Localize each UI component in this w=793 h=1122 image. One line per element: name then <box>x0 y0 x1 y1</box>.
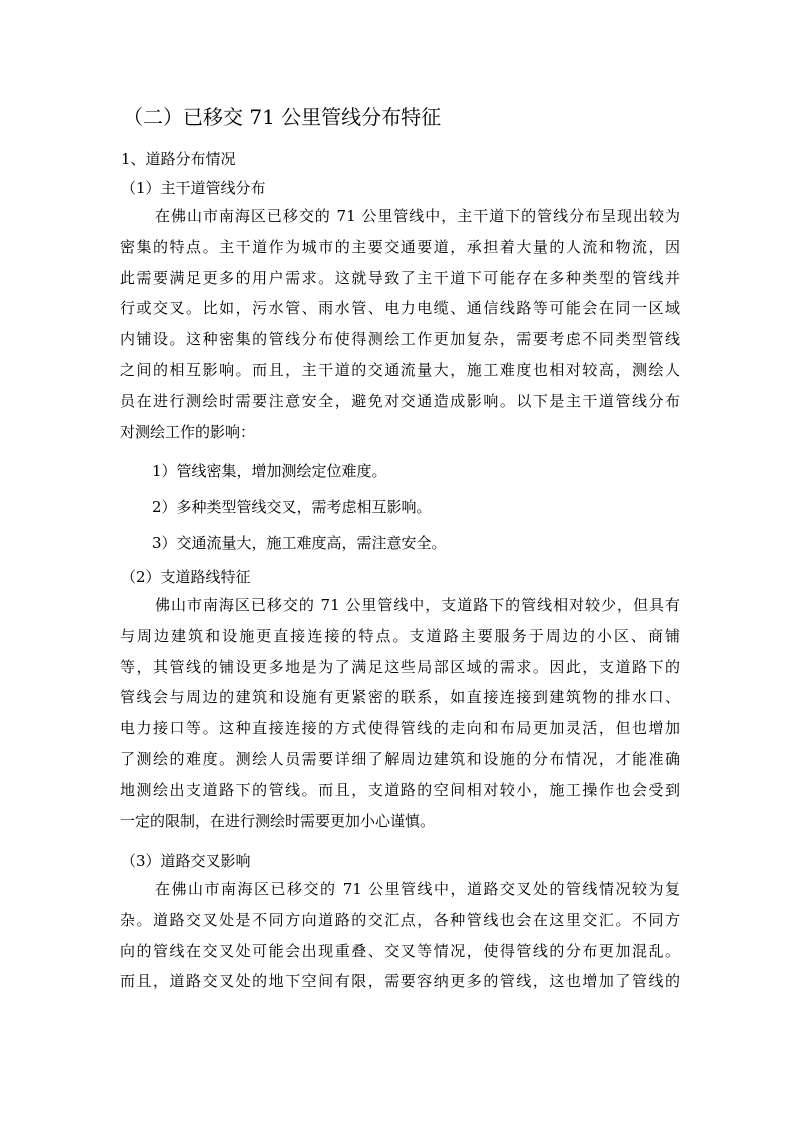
paragraph-line: 了测绘的难度。测绘人员需要详细了解周边建筑和设施的分布情况，才能准确 <box>120 749 680 768</box>
paragraph-line: 在佛山市南海区已移交的 71 公里管线中，道路交叉处的管线情况较为复 <box>155 880 680 898</box>
paragraph-line: 杂。道路交叉处是不同方向道路的交汇点，各种管线也会在这里交汇。不同方 <box>120 910 680 929</box>
paragraph-line: 之间的相互影响。而且，主干道的交通流量大，施工难度也相对较高，测绘人 <box>120 360 680 379</box>
part-2-paragraph <box>120 590 680 836</box>
paragraph-line: 与周边建筑和设施更直接连接的特点。支道路主要服务于周边的小区、商铺 <box>120 626 680 645</box>
paragraph-line: 内铺设。这种密集的管线分布使得测绘工作更加复杂，需要考虑不同类型管线 <box>120 330 680 349</box>
list-item: 1）管线密集，增加测绘定位难度。 <box>152 462 387 480</box>
paragraph-line: 行或交叉。比如，污水管、雨水管、电力电缆、通信线路等可能会在同一区域 <box>120 299 680 318</box>
paragraph-line: 而且，道路交叉处的地下空间有限，需要容纳更多的管线，这也增加了管线的 <box>120 972 680 991</box>
list-item: 3）交通流量大，施工难度高，需注意安全。 <box>152 534 447 552</box>
paragraph-line: 佛山市南海区已移交的 71 公里管线中，支道路下的管线相对较少，但具有 <box>155 596 680 614</box>
part-3-paragraph <box>120 874 680 997</box>
list-item: 2）多种类型管线交叉，需考虑相互影响。 <box>152 498 432 516</box>
paragraph-line: 一定的限制，在进行测绘时需要更加小心谨慎。 <box>120 811 436 830</box>
subsection-title: 1、道路分布情况 <box>121 150 236 168</box>
paragraph-line: 员在进行测绘时需要注意安全，避免对交通造成影响。以下是主干道管线分布 <box>120 391 680 410</box>
paragraph-line: 密集的特点。主干道作为城市的主要交通要道，承担着大量的人流和物流，因 <box>120 237 680 256</box>
section-title: （二）已移交 71 公里管线分布特征 <box>123 105 442 129</box>
part-1-heading: （1）主干道管线分布 <box>121 179 266 197</box>
paragraph-line: 电力接口等。这种直接连接的方式使得管线的走向和布局更加灵活，但也增加 <box>120 719 680 738</box>
paragraph-line: 对测绘工作的影响： <box>120 422 256 441</box>
part-1-paragraph <box>120 201 680 447</box>
paragraph-line: 管线会与周边的建筑和设施有更紧密的联系，如直接连接到建筑物的排水口、 <box>120 688 680 707</box>
paragraph-line: 地测绘出支道路下的管线。而且，支道路的空间相对较小，施工操作也会受到 <box>120 780 680 799</box>
paragraph-line: 等，其管线的铺设更多地是为了满足这些局部区域的需求。因此，支道路下的 <box>120 657 680 676</box>
paragraph-line: 在佛山市南海区已移交的 71 公里管线中，主干道下的管线分布呈现出较为 <box>155 207 680 225</box>
part-2-heading: （2）支道路线特征 <box>121 568 251 586</box>
impact-list <box>152 460 447 568</box>
paragraph-line: 向的管线在交叉处可能会出现重叠、交叉等情况，使得管线的分布更加混乱。 <box>120 941 680 960</box>
paragraph-line: 此需要满足更多的用户需求。这就导致了主干道下可能存在多种类型的管线并 <box>120 268 680 287</box>
part-3-heading: （3）道路交叉影响 <box>121 852 251 870</box>
